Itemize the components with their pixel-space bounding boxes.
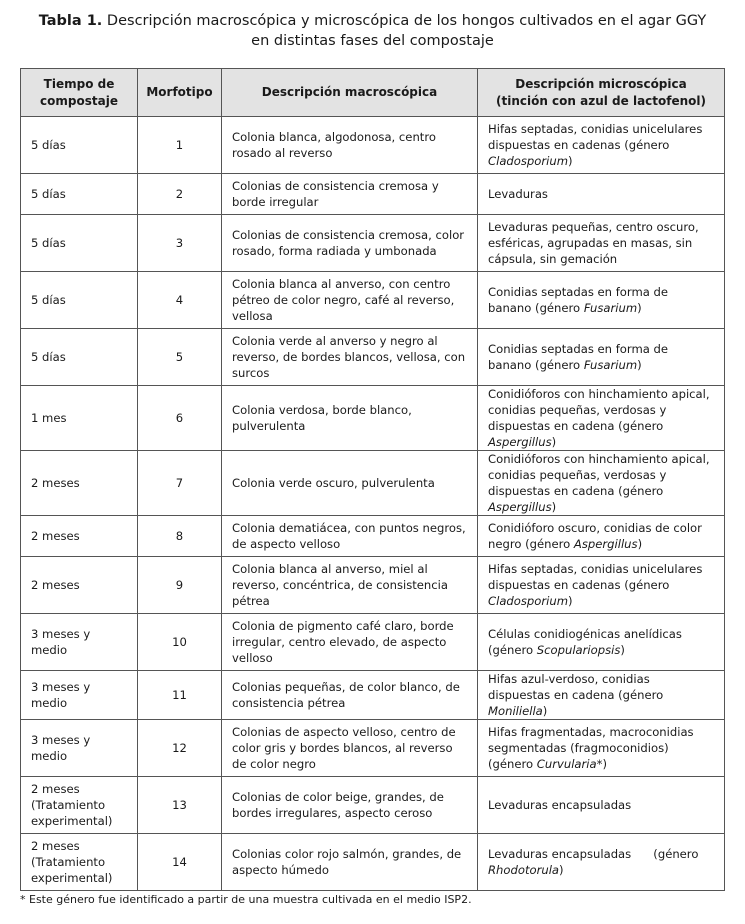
cell-micro: Conidias septadas en forma de banano (género Fusarium)	[478, 329, 725, 386]
cell-macro: Colonias color rojo salmón, grandes, de aspecto húmedo	[222, 834, 478, 891]
cell-tiempo: 2 meses	[21, 516, 138, 557]
cell-tiempo: 1 mes	[21, 386, 138, 451]
cell-tiempo: 3 meses y medio	[21, 671, 138, 720]
cell-morfotipo: 6	[138, 386, 222, 451]
cell-morfotipo: 11	[138, 671, 222, 720]
cell-tiempo: 5 días	[21, 174, 138, 215]
header-micro-line1: Descripción microscópica	[515, 76, 687, 91]
cell-morfotipo: 14	[138, 834, 222, 891]
table-row	[21, 451, 725, 516]
fungi-table	[20, 68, 725, 891]
header-micro	[478, 69, 725, 117]
cell-macro: Colonias de aspecto velloso, centro de color gris y bordes blancos, al reverso de color negro	[222, 720, 478, 777]
cell-tiempo: 3 meses y medio	[21, 720, 138, 777]
cell-tiempo: 5 días	[21, 215, 138, 272]
table-caption-line1: Descripción macroscópica y microscópica de los hongos cultivados en el agar GGY	[106, 13, 707, 29]
table-row	[21, 777, 725, 834]
cell-macro: Colonias pequeñas, de color blanco, de consistencia pétrea	[222, 671, 478, 720]
table-header-row	[21, 69, 725, 117]
header-tiempo: Tiempo de compostaje	[21, 69, 138, 117]
cell-tiempo: 2 meses (Tratamiento experimental)	[21, 777, 138, 834]
cell-morfotipo: 2	[138, 174, 222, 215]
cell-macro: Colonia verdosa, borde blanco, pulverulenta	[222, 386, 478, 451]
table-row	[21, 329, 725, 386]
cell-macro: Colonia dematiácea, con puntos negros, de aspecto velloso	[222, 516, 478, 557]
cell-tiempo: 2 meses	[21, 451, 138, 516]
cell-micro: Hifas azul-verdoso, conidias dispuestas en cadena (género Moniliella)	[478, 671, 725, 720]
cell-micro: Conidióforo oscuro, conidias de color negro (género Aspergillus)	[478, 516, 725, 557]
cell-micro: Levaduras encapsuladas	[478, 777, 725, 834]
table-row	[21, 614, 725, 671]
table-row	[21, 215, 725, 272]
cell-macro: Colonias de consistencia cremosa y borde irregular	[222, 174, 478, 215]
cell-macro: Colonia de pigmento café claro, borde irregular, centro elevado, de aspecto velloso	[222, 614, 478, 671]
table-row	[21, 671, 725, 720]
table-caption-line2: en distintas fases del compostaje	[251, 33, 494, 49]
cell-tiempo: 3 meses y medio	[21, 614, 138, 671]
cell-macro: Colonia blanca al anverso, miel al reverso, concéntrica, de consistencia pétrea	[222, 557, 478, 614]
header-macro: Descripción macroscópica	[222, 69, 478, 117]
cell-tiempo: 5 días	[21, 117, 138, 174]
cell-morfotipo: 8	[138, 516, 222, 557]
table-row	[21, 272, 725, 329]
cell-morfotipo: 7	[138, 451, 222, 516]
cell-micro: Hifas septadas, conidias unicelulares dispuestas en cadenas (género Cladosporium)	[478, 557, 725, 614]
cell-morfotipo: 1	[138, 117, 222, 174]
cell-morfotipo: 10	[138, 614, 222, 671]
cell-micro: Levaduras pequeñas, centro oscuro, esféricas, agrupadas en masas, sin cápsula, sin gemación	[478, 215, 725, 272]
cell-macro: Colonias de consistencia cremosa, color rosado, forma radiada y umbonada	[222, 215, 478, 272]
table-row	[21, 557, 725, 614]
table-row	[21, 720, 725, 777]
cell-tiempo: 5 días	[21, 329, 138, 386]
cell-micro: Conidióforos con hinchamiento apical, conidias pequeñas, verdosas y dispuestas en cadena (género Aspergillus)	[478, 386, 725, 451]
cell-tiempo: 2 meses (Tratamiento experimental)	[21, 834, 138, 891]
cell-micro: Levaduras encapsuladas (género Rhodotorula)	[478, 834, 725, 891]
cell-macro: Colonia verde al anverso y negro al reverso, de bordes blancos, vellosa, con surcos	[222, 329, 478, 386]
table-row	[21, 386, 725, 451]
table-caption-label: Tabla 1.	[38, 13, 103, 29]
cell-micro: Levaduras	[478, 174, 725, 215]
cell-tiempo: 5 días	[21, 272, 138, 329]
cell-macro: Colonia blanca, algodonosa, centro rosado al reverso	[222, 117, 478, 174]
header-morfotipo: Morfotipo	[138, 69, 222, 117]
footnote: * Este género fue identificado a partir de una muestra cultivada en el medio ISP2.	[20, 893, 472, 906]
table-row	[21, 174, 725, 215]
cell-morfotipo: 12	[138, 720, 222, 777]
cell-micro: Hifas septadas, conidias unicelulares dispuestas en cadenas (género Cladosporium)	[478, 117, 725, 174]
cell-morfotipo: 4	[138, 272, 222, 329]
cell-macro: Colonias de color beige, grandes, de bordes irregulares, aspecto ceroso	[222, 777, 478, 834]
cell-micro: Hifas fragmentadas, macroconidias segmentadas (fragmoconidios) (género Curvularia*)	[478, 720, 725, 777]
cell-micro: Células conidiogénicas anelídicas (género Scopulariopsis)	[478, 614, 725, 671]
table-row	[21, 834, 725, 891]
cell-morfotipo: 3	[138, 215, 222, 272]
cell-tiempo: 2 meses	[21, 557, 138, 614]
cell-morfotipo: 5	[138, 329, 222, 386]
table-row	[21, 117, 725, 174]
table-row	[21, 516, 725, 557]
cell-morfotipo: 13	[138, 777, 222, 834]
table-caption	[0, 11, 745, 51]
cell-macro: Colonia blanca al anverso, con centro pétreo de color negro, café al reverso, vellosa	[222, 272, 478, 329]
cell-micro: Conidias septadas en forma de banano (género Fusarium)	[478, 272, 725, 329]
cell-morfotipo: 9	[138, 557, 222, 614]
cell-micro: Conidióforos con hinchamiento apical, conidias pequeñas, verdosas y dispuestas en cadena (género Aspergillus)	[478, 451, 725, 516]
cell-macro: Colonia verde oscuro, pulverulenta	[222, 451, 478, 516]
header-micro-line2: (tinción con azul de lactofenol)	[495, 93, 707, 108]
